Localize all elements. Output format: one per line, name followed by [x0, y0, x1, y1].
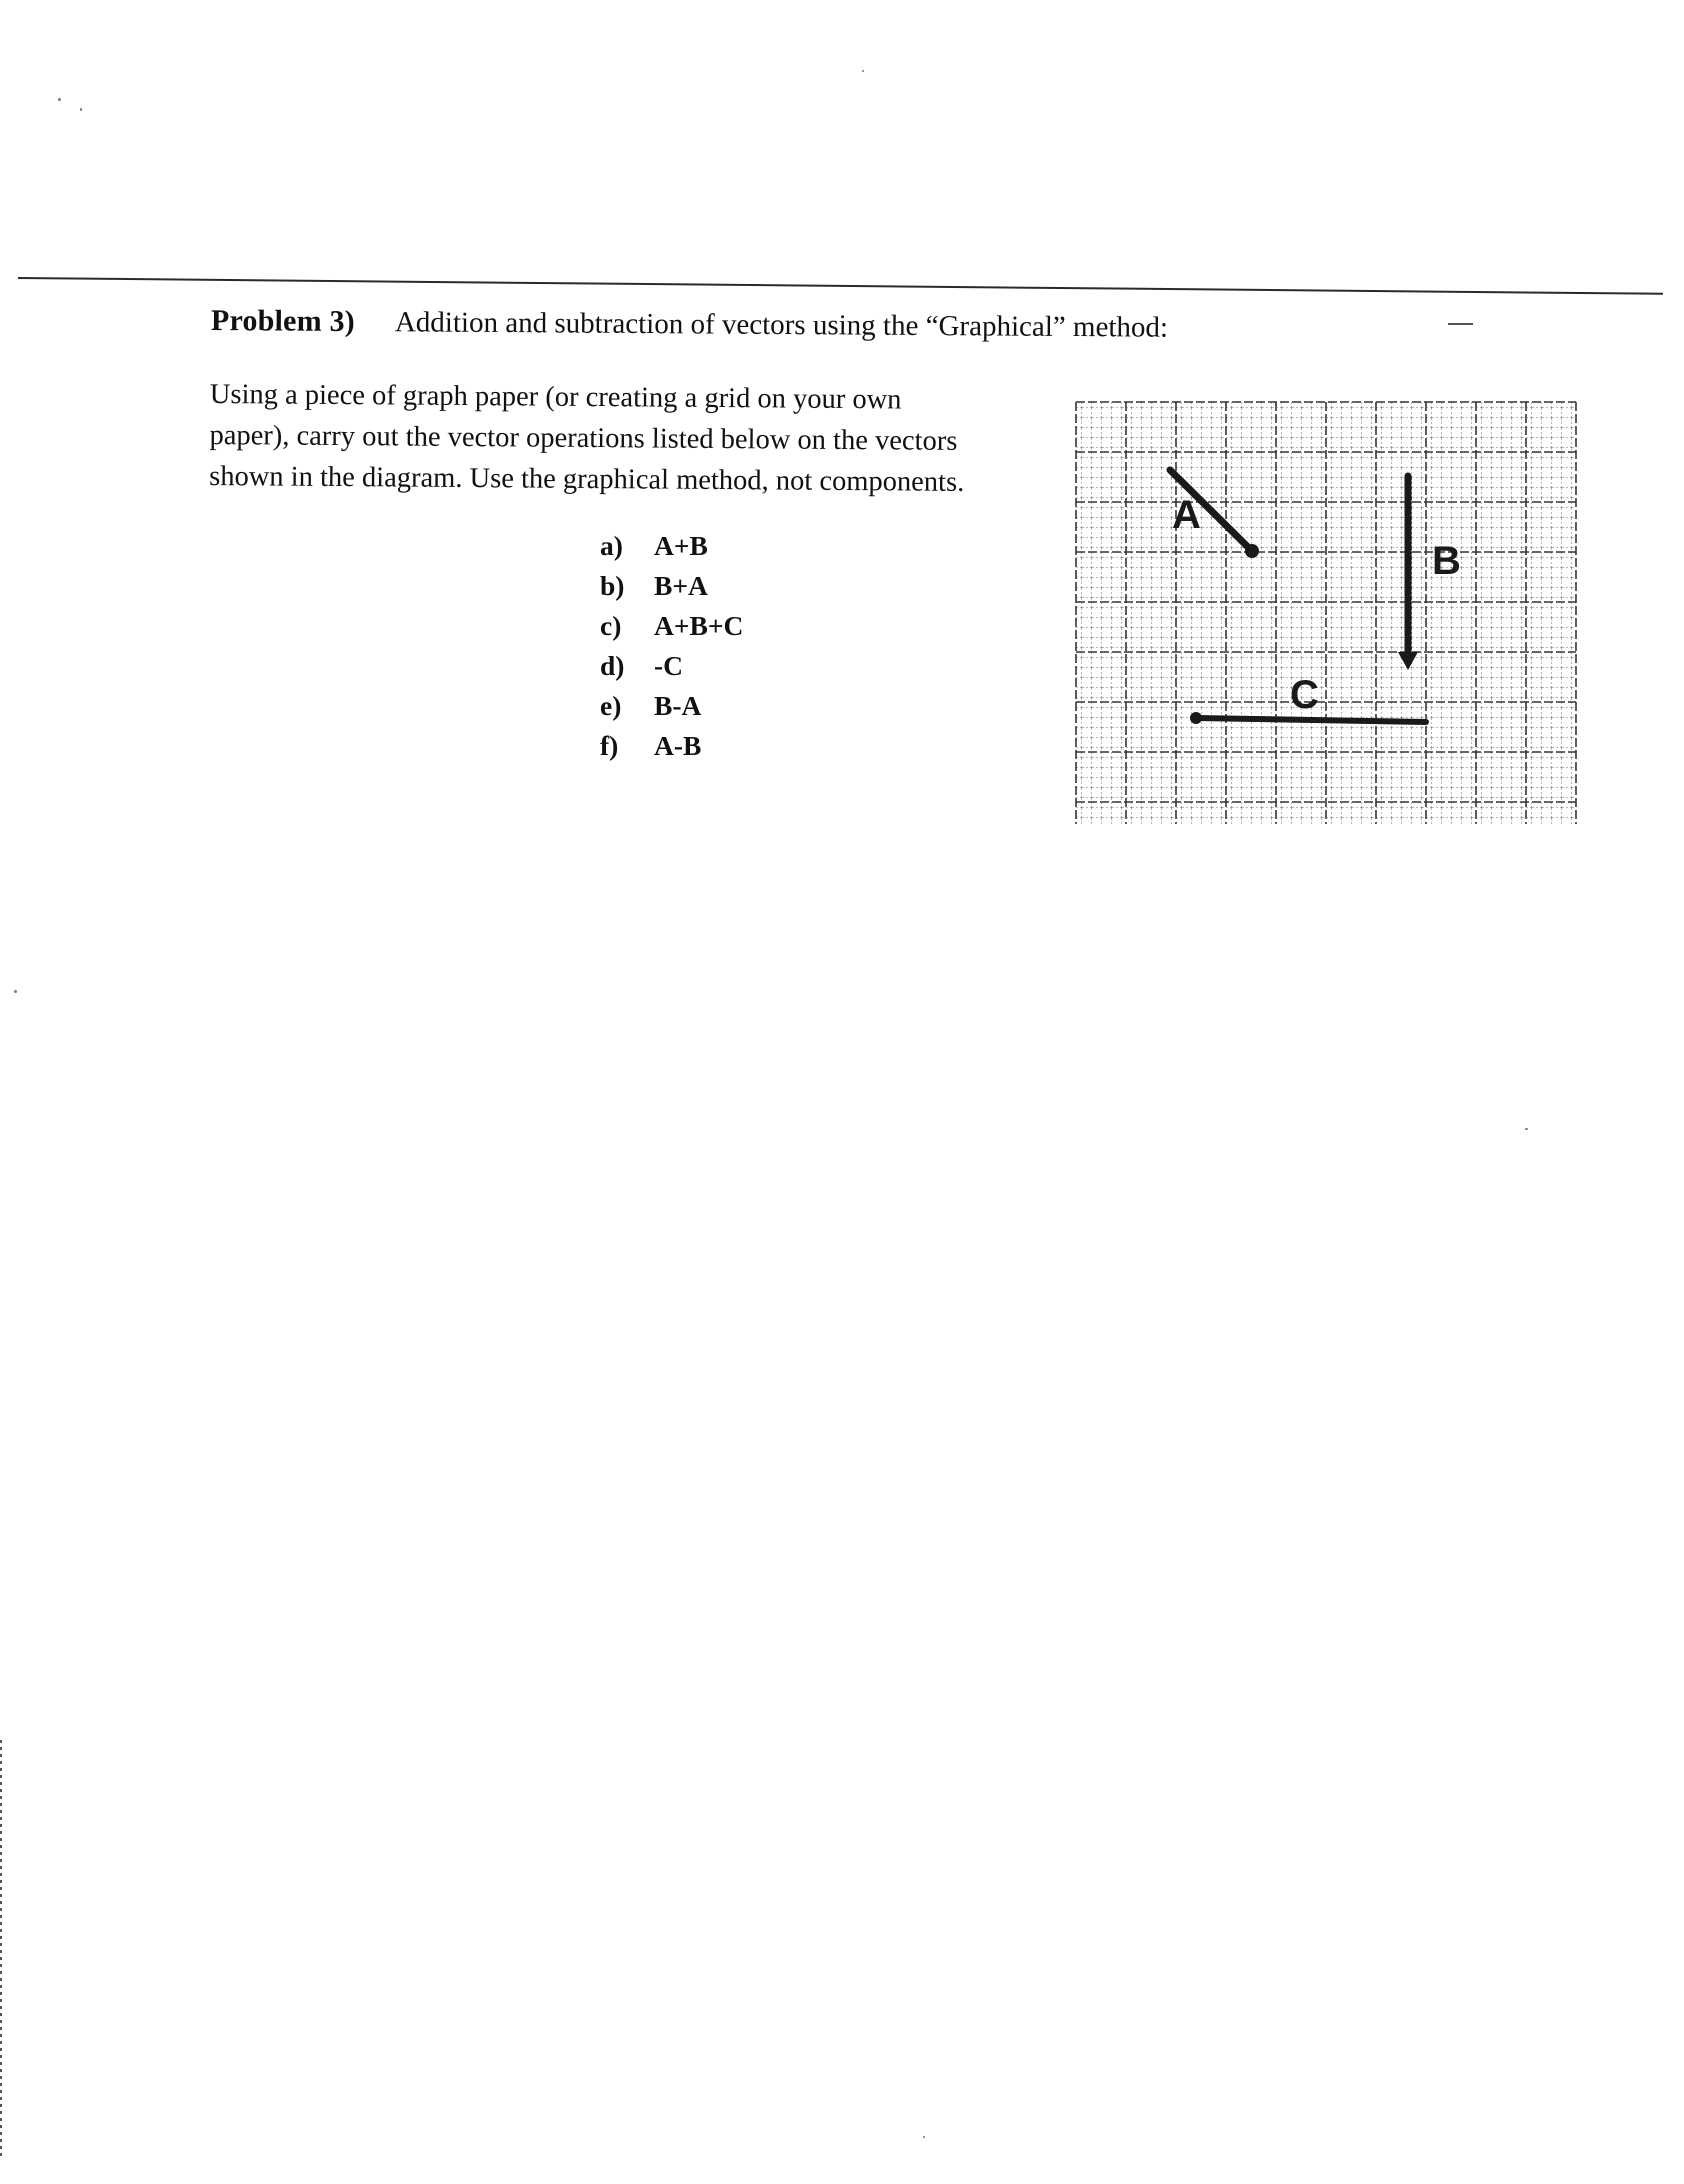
vector-c-label: C — [1290, 673, 1319, 717]
operation-item — [600, 726, 743, 766]
problem-title: Addition and subtraction of vectors using the “Graphical” method: — [394, 306, 1169, 344]
operation-item — [600, 566, 743, 606]
operation-letter: e) — [600, 690, 622, 721]
operation-item — [600, 686, 743, 726]
instructions-line: Using a piece of graph paper (or creating a grid on your own — [209, 378, 902, 416]
vector-c-arrow — [1196, 718, 1426, 722]
operation-item — [600, 646, 743, 686]
scan-speck — [1525, 1128, 1528, 1130]
vector-a-label: A — [1172, 493, 1201, 537]
vector-b-label: B — [1432, 539, 1461, 583]
problem-header — [211, 304, 1168, 345]
operation-letter: a) — [600, 530, 623, 561]
instructions-line: paper), carry out the vector operations listed below on the vectors — [209, 419, 958, 457]
scan-speck — [14, 990, 17, 993]
operation-item — [600, 606, 743, 646]
operation-expression: -C — [654, 650, 684, 681]
operations-list — [600, 526, 743, 766]
vector-a-head — [1245, 544, 1259, 558]
operation-expression: B-A — [654, 690, 702, 721]
operation-letter: f) — [600, 730, 619, 761]
problem-number: Problem 3) — [210, 304, 356, 339]
operation-letter: d) — [600, 650, 625, 681]
scan-speck — [923, 2136, 925, 2138]
operation-expression: A+B+C — [654, 610, 744, 641]
scan-speck — [862, 70, 864, 72]
instructions-paragraph — [209, 374, 1040, 504]
scan-speck — [80, 108, 82, 111]
vector-c-tail — [1190, 712, 1202, 724]
operation-item — [600, 526, 743, 566]
scan-speck — [58, 98, 61, 101]
section-divider-line — [18, 277, 1663, 295]
operation-expression: A-B — [654, 730, 702, 761]
operation-expression: A+B — [654, 530, 708, 561]
divider-mark — [1448, 323, 1473, 325]
scan-edge-artifact — [0, 1740, 2, 2160]
vector-diagram-svg — [1072, 398, 1582, 828]
vector-diagram — [1072, 398, 1582, 828]
instructions-line: shown in the diagram. Use the graphical method, not components. — [209, 460, 965, 498]
operation-letter: b) — [600, 570, 625, 601]
operation-expression: B+A — [654, 570, 708, 601]
operation-letter: c) — [600, 610, 622, 641]
